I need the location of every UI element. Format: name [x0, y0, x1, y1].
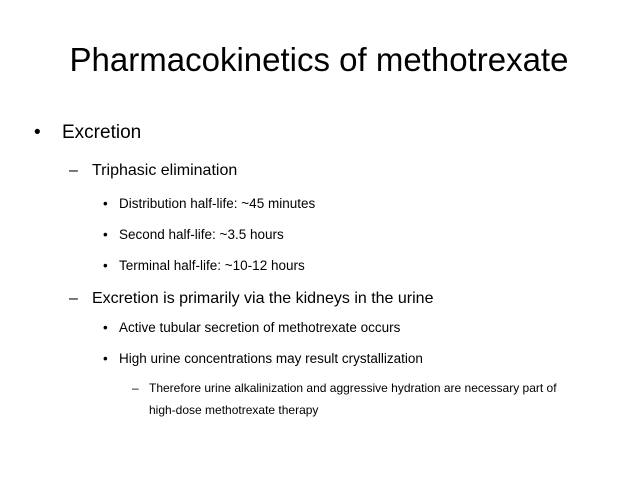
- bullet-icon: •: [34, 122, 41, 143]
- sub-item-line-1: Therefore urine alkalinization and aggressive hydration are necessary part of: [149, 381, 557, 395]
- subheading-triphasic: Triphasic elimination: [92, 162, 238, 179]
- dash-icon: –: [69, 290, 78, 307]
- list-item: Terminal half-life: ~10-12 hours: [119, 258, 305, 273]
- bullet-icon: •: [103, 320, 108, 335]
- bullet-icon: •: [103, 351, 108, 366]
- slide-title: Pharmacokinetics of methotrexate: [69, 41, 569, 78]
- dash-icon: –: [132, 381, 139, 395]
- list-item: Distribution half-life: ~45 minutes: [119, 196, 316, 211]
- bullet-icon: •: [103, 258, 108, 273]
- list-item: Second half-life: ~3.5 hours: [119, 227, 284, 242]
- bullet-icon: •: [103, 227, 108, 242]
- bullet-icon: •: [103, 196, 108, 211]
- bullet-excretion: Excretion: [62, 122, 142, 143]
- list-item: Active tubular secretion of methotrexate occurs: [119, 320, 401, 335]
- list-item: High urine concentrations may result crystallization: [119, 351, 423, 366]
- subheading-kidneys: Excretion is primarily via the kidneys in the urine: [92, 290, 434, 307]
- dash-icon: –: [69, 162, 78, 179]
- sub-item-line-2: high-dose methotrexate therapy: [149, 403, 319, 417]
